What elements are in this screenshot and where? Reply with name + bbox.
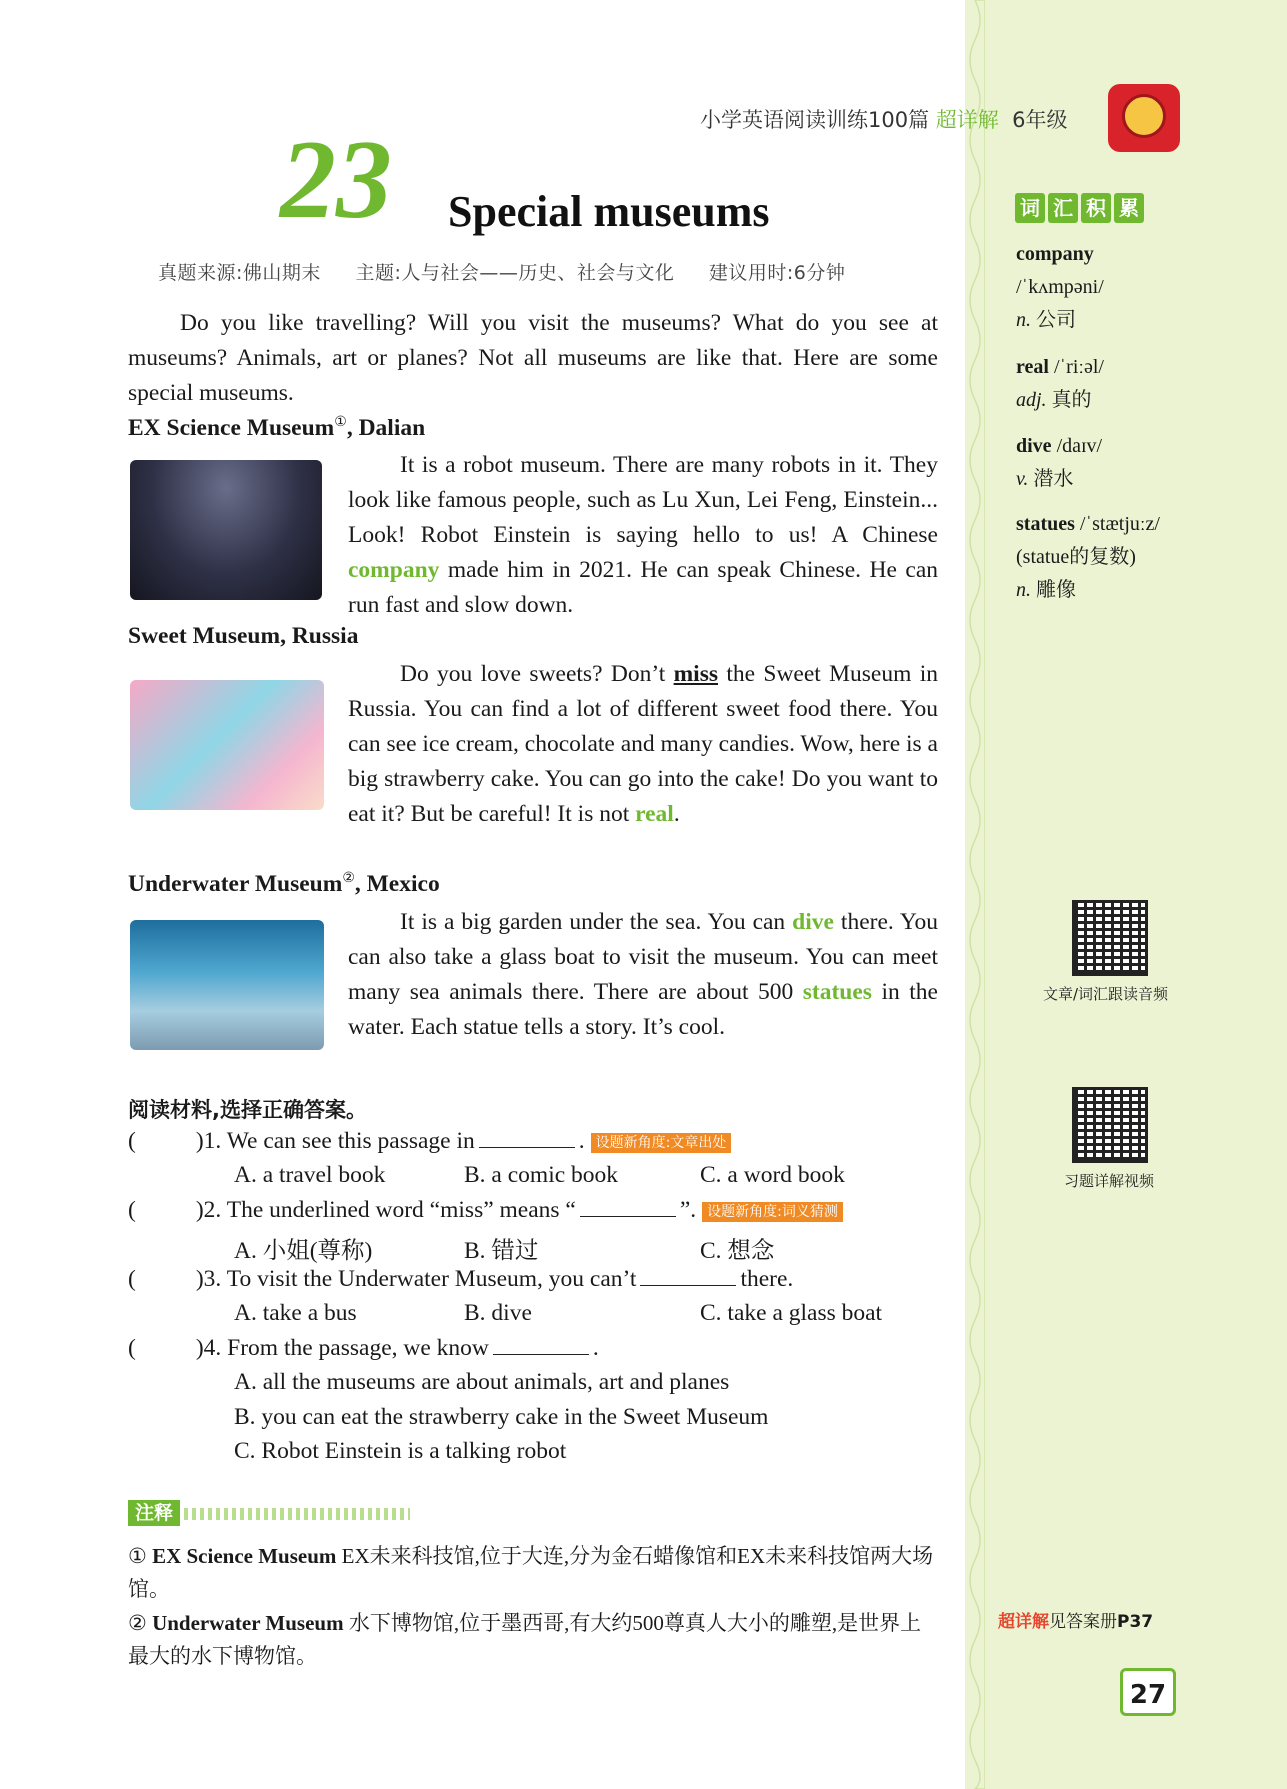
q4-option-c[interactable]: C. Robot Einstein is a talking robot — [234, 1438, 567, 1464]
questions-heading: 阅读材料,选择正确答案。 — [128, 1098, 367, 1122]
answer-blank[interactable] — [479, 1146, 575, 1148]
question-3: ( )3. To visit the Underwater Museum, you can’t there. — [128, 1266, 794, 1292]
note-2: ② Underwater Museum 水下博物馆,位于墨西哥,有大约500尊真人大小的雕塑,是世界上最大的水下博物馆。 — [128, 1611, 922, 1668]
question-tag: 设题新角度:文章出处 — [591, 1133, 732, 1153]
book-highlight: 超详解 — [935, 108, 999, 132]
q1-option-a[interactable]: A. a travel book — [234, 1162, 386, 1188]
lesson-title: Special museums — [448, 187, 770, 236]
robot-museum-image — [130, 460, 322, 600]
lesson-meta — [158, 258, 873, 285]
answer-blank[interactable] — [493, 1353, 589, 1355]
vocab-dive: dive /daɪv/ v. 潜水 — [1016, 435, 1103, 490]
keyword-real: real — [635, 801, 674, 827]
answer-reference: 超详解见答案册P37 — [998, 1612, 1154, 1632]
video-qr-label: 习题详解视频 — [1064, 1172, 1155, 1190]
book-title: 小学英语阅读训练100篇 — [700, 108, 930, 132]
notes-tag: 注释 — [128, 1500, 180, 1526]
notes-divider — [184, 1508, 410, 1520]
q3-option-c[interactable]: C. take a glass boat — [700, 1300, 883, 1326]
answer-blank[interactable] — [580, 1215, 676, 1217]
publisher-logo-icon — [1108, 84, 1180, 152]
q2-option-c[interactable]: C. 想念 — [700, 1238, 775, 1264]
page-number: 27 — [1120, 1668, 1176, 1716]
question-2: ( )2. The underlined word “miss” means “ ”. 设题新角度:词义猜测 — [128, 1197, 843, 1224]
q2-option-a[interactable]: A. 小姐(尊称) — [234, 1238, 373, 1264]
q4-option-a[interactable]: A. all the museums are about animals, art and planes — [234, 1369, 730, 1395]
q3-option-b[interactable]: B. dive — [464, 1300, 532, 1326]
intro-paragraph: Do you like travelling? Will you visit the museums? What do you see at museums? Animals, art or planes? Not all museums are like that. Here are some special museums. — [128, 310, 938, 406]
book-header — [700, 104, 1068, 134]
question-1: ( )1. We can see this passage in . 设题新角度:文章出处 — [128, 1128, 731, 1155]
underwater-museum-image — [130, 920, 324, 1050]
meta-source: 真题来源:佛山期末 — [158, 262, 321, 284]
q1-option-b[interactable]: B. a comic book — [464, 1162, 619, 1188]
vocab-statues: statues /ˈstætjuːz/ (statue的复数) n. 雕像 — [1016, 513, 1160, 601]
video-qr-code-icon[interactable] — [1072, 1087, 1148, 1163]
keyword-dive: dive — [792, 909, 834, 935]
q3-option-a[interactable]: A. take a bus — [234, 1300, 357, 1326]
vocab-tag: 词 汇 积 累 — [1015, 193, 1147, 223]
section-title-ex: EX Science Museum①, Dalian — [128, 414, 426, 441]
answer-blank[interactable] — [640, 1284, 736, 1286]
q4-option-b[interactable]: B. you can eat the strawberry cake in the Sweet Museum — [234, 1404, 769, 1430]
story-sweet: Do you love sweets? Don’t miss the Sweet Museum in Russia. You can find a lot of different sweet food there. You can see ice cream, chocolate and many candies. Wow, here is a big strawberry cake. You can go into the cake! Do you want to eat it? But be careful! It is not real. — [348, 661, 939, 827]
book-grade: 6年级 — [1012, 108, 1068, 132]
meta-theme: 主题:人与社会——历史、社会与文化 — [355, 262, 675, 284]
section-title-underwater: Underwater Museum②, Mexico — [128, 870, 440, 897]
keyword-miss: miss — [673, 661, 718, 687]
question-tag: 设题新角度:词义猜测 — [702, 1202, 843, 1222]
keyword-company: company — [348, 557, 440, 583]
question-4: ( )4. From the passage, we know . — [128, 1335, 599, 1361]
q2-option-b[interactable]: B. 错过 — [464, 1238, 539, 1264]
keyword-statues: statues — [802, 979, 872, 1005]
sidebar-wave-edge — [955, 0, 985, 1789]
audio-qr-label: 文章/词汇跟读音频 — [1043, 985, 1169, 1003]
sweet-museum-image — [130, 680, 324, 810]
story-ex: It is a robot museum. There are many robots in it. They look like famous people, such as Lu Xun, Lei Feng, Einstein... Look! Robot Einstein is saying hello to us! A Chinese company made him in 2021. He can speak Chinese. He can run fast and slow down. — [348, 452, 938, 618]
story-underwater: It is a big garden under the sea. You can dive there. You can also take a glass boat to visit the museum. You can meet many sea animals there. There are about 500 statues in the water. Each statue tells a story. It’s cool. — [348, 909, 938, 1040]
lesson-number: 23 — [280, 118, 392, 242]
vocab-company: company /ˈkʌmpəni/ n. 公司 — [1016, 243, 1104, 331]
section-title-sweet: Sweet Museum, Russia — [128, 623, 359, 649]
audio-qr-code-icon[interactable] — [1072, 900, 1148, 976]
note-1: ① EX Science Museum EX未来科技馆,位于大连,分为金石蜡像馆和EX未来科技馆两大场馆。 — [128, 1544, 934, 1601]
vocab-real: real /ˈriːəl/ adj. 真的 — [1016, 356, 1104, 411]
meta-time: 建议用时:6分钟 — [708, 262, 846, 284]
q1-option-c[interactable]: C. a word book — [700, 1162, 845, 1188]
